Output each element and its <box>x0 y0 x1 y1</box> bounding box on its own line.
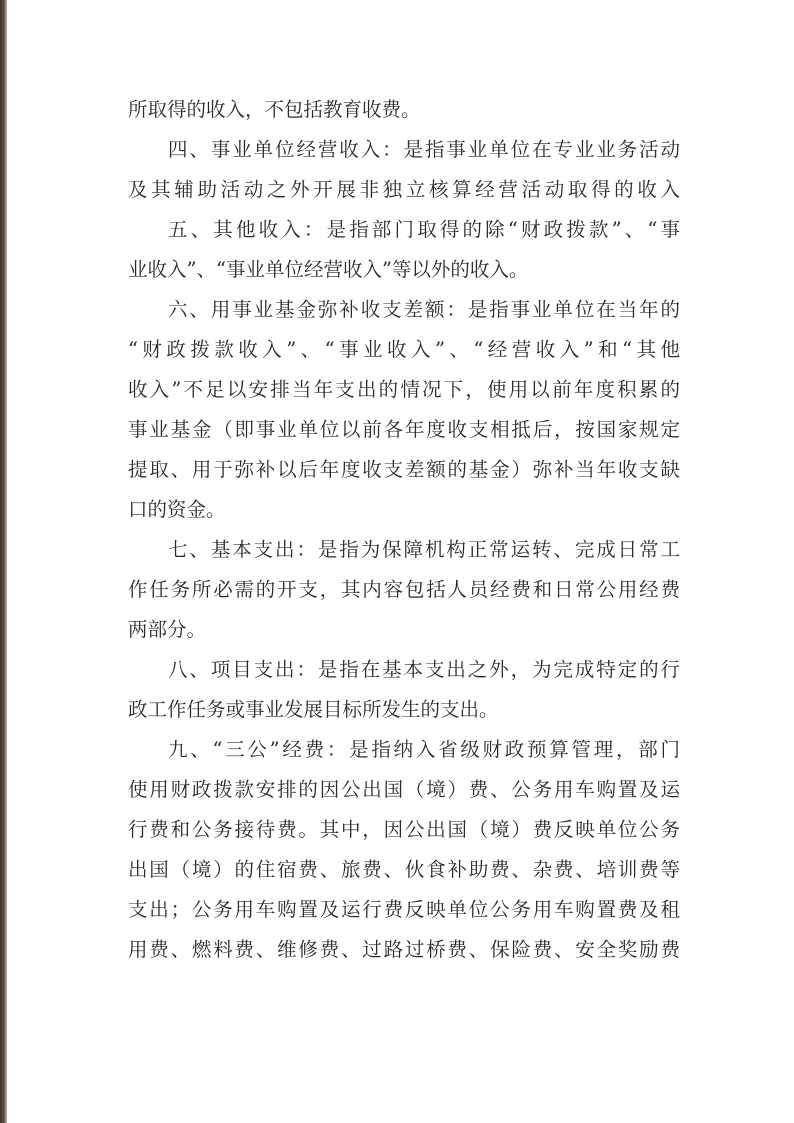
paragraph-line: 五、其他收入：是指部门取得的除“财政拨款”、“事 <box>168 218 680 241</box>
paragraph-line: 收入”不足以安排当年支出的情况下，使用以前年度积累的 <box>128 378 680 401</box>
paragraph-line: 两部分。 <box>128 618 207 641</box>
paragraph-line: 四、事业单位经营收入：是指事业单位在专业业务活动 <box>168 138 680 161</box>
paragraph-line: 行费和公务接待费。其中，因公出国（境）费反映单位公务 <box>128 818 680 841</box>
paragraph-line: 所取得的收入，不包括教育收费。 <box>128 98 421 121</box>
paragraph-line: 提取、用于弥补以后年度收支差额的基金）弥补当年收支缺 <box>128 458 680 481</box>
paragraph-line: 政工作任务或事业发展目标所发生的支出。 <box>128 698 499 721</box>
paragraph-line: 八、项目支出：是指在基本支出之外，为完成特定的行 <box>168 658 680 681</box>
paragraph-line: 作任务所必需的开支，其内容包括人员经费和日常公用经费 <box>128 578 680 601</box>
paragraph-line: 支出；公务用车购置及运行费反映单位公务用车购置费及租 <box>128 898 680 921</box>
paragraph-line: 九、“三公”经费：是指纳入省级财政预算管理，部门 <box>168 738 680 761</box>
paragraph-line: “财政拨款收入”、“事业收入”、“经营收入”和“其他 <box>128 338 680 361</box>
paragraph-line: 口的资金。 <box>128 498 226 521</box>
paragraph-line: 七、基本支出：是指为保障机构正常运转、完成日常工 <box>168 538 680 561</box>
paragraph-line: 使用财政拨款安排的因公出国（境）费、公务用车购置及运 <box>128 778 680 801</box>
paragraph-line: 事业基金（即事业单位以前各年度收支相抵后，按国家规定 <box>128 418 680 441</box>
binding-edge <box>0 0 7 1123</box>
paragraph-line: 业收入”、“事业单位经营收入”等以外的收入。 <box>128 258 529 281</box>
document-body <box>128 90 680 970</box>
paragraph-line: 出国（境）的住宿费、旅费、伙食补助费、杂费、培训费等 <box>128 858 680 881</box>
paragraph-line: 用费、燃料费、维修费、过路过桥费、保险费、安全奖励费 <box>128 938 680 961</box>
paragraph-line: 及其辅助活动之外开展非独立核算经营活动取得的收入 <box>128 178 680 201</box>
paragraph-line: 六、用事业基金弥补收支差额：是指事业单位在当年的 <box>168 298 680 321</box>
